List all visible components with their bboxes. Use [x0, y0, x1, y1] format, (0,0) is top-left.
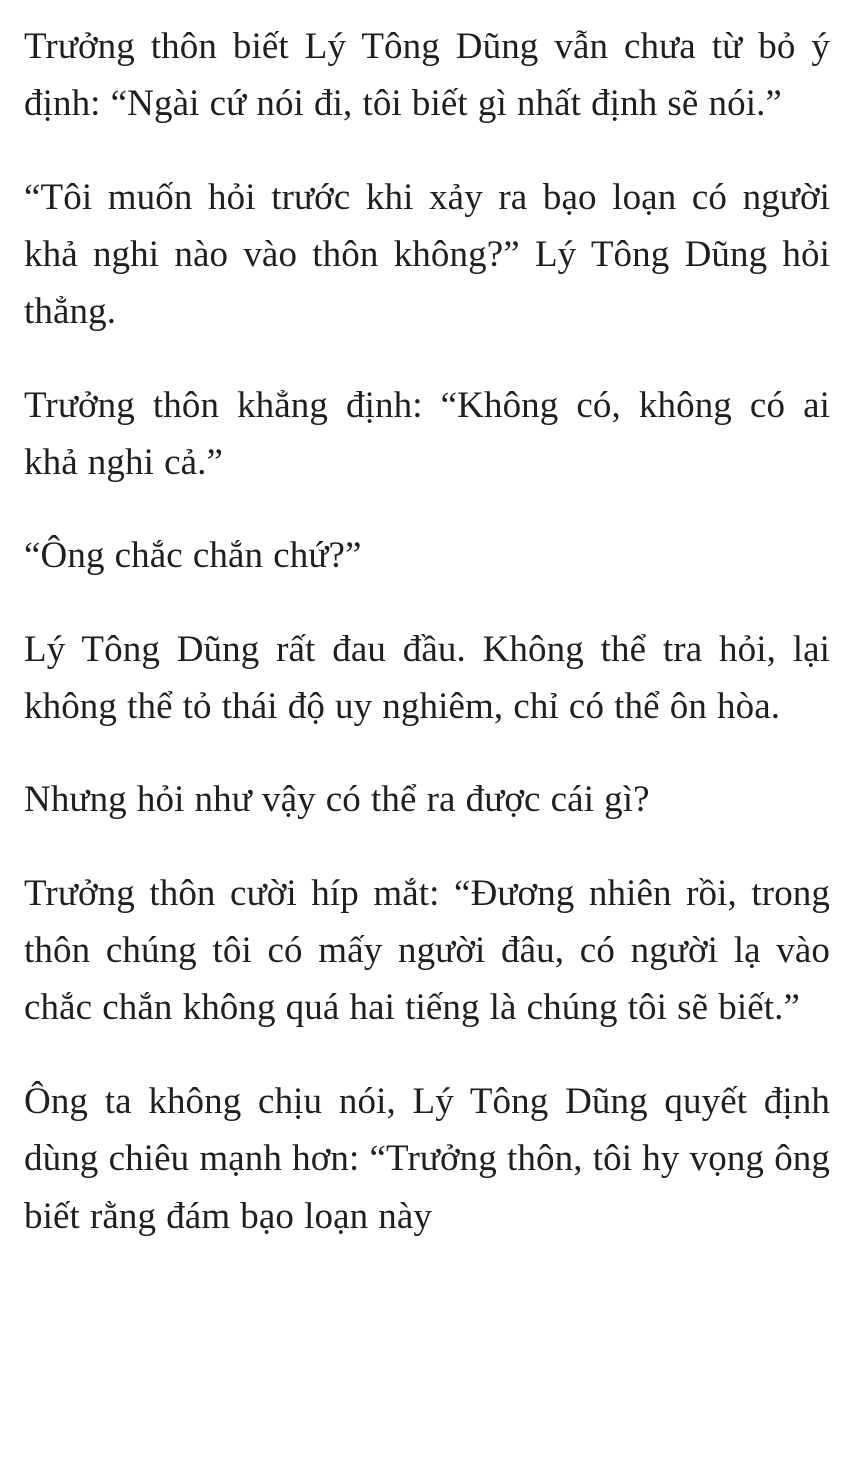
paragraph: “Tôi muốn hỏi trước khi xảy ra bạo loạn có người khả nghi nào vào thôn không?” Lý Tông Dũng hỏi thẳng. [24, 176, 830, 333]
paragraph: Lý Tông Dũng rất đau đầu. Không thể tra hỏi, lại không thể tỏ thái độ uy nghiêm, chỉ có thể ôn hòa. [24, 628, 830, 728]
paragraph: “Ông chắc chắn chứ?” [24, 535, 362, 577]
paragraph: Trưởng thôn cười híp mắt: “Đương nhiên rồi, trong thôn chúng tôi có mấy người đâu, có người lạ vào chắc chắn không quá hai tiếng là chúng tôi sẽ biết.” [24, 872, 830, 1029]
paragraph: Ông ta không chịu nói, Lý Tông Dũng quyết định dùng chiêu mạnh hơn: “Trưởng thôn, tôi hy vọng ông biết rằng đám bạo loạn này [24, 1080, 830, 1237]
paragraph: Trưởng thôn khẳng định: “Không có, không có ai khả nghi cả.” [24, 384, 830, 484]
paragraph: Nhưng hỏi như vậy có thể ra được cái gì? [24, 779, 650, 821]
paragraph: Trưởng thôn biết Lý Tông Dũng vẫn chưa từ bỏ ý định: “Ngài cứ nói đi, tôi biết gì nhất định sẽ nói.” [24, 26, 830, 125]
